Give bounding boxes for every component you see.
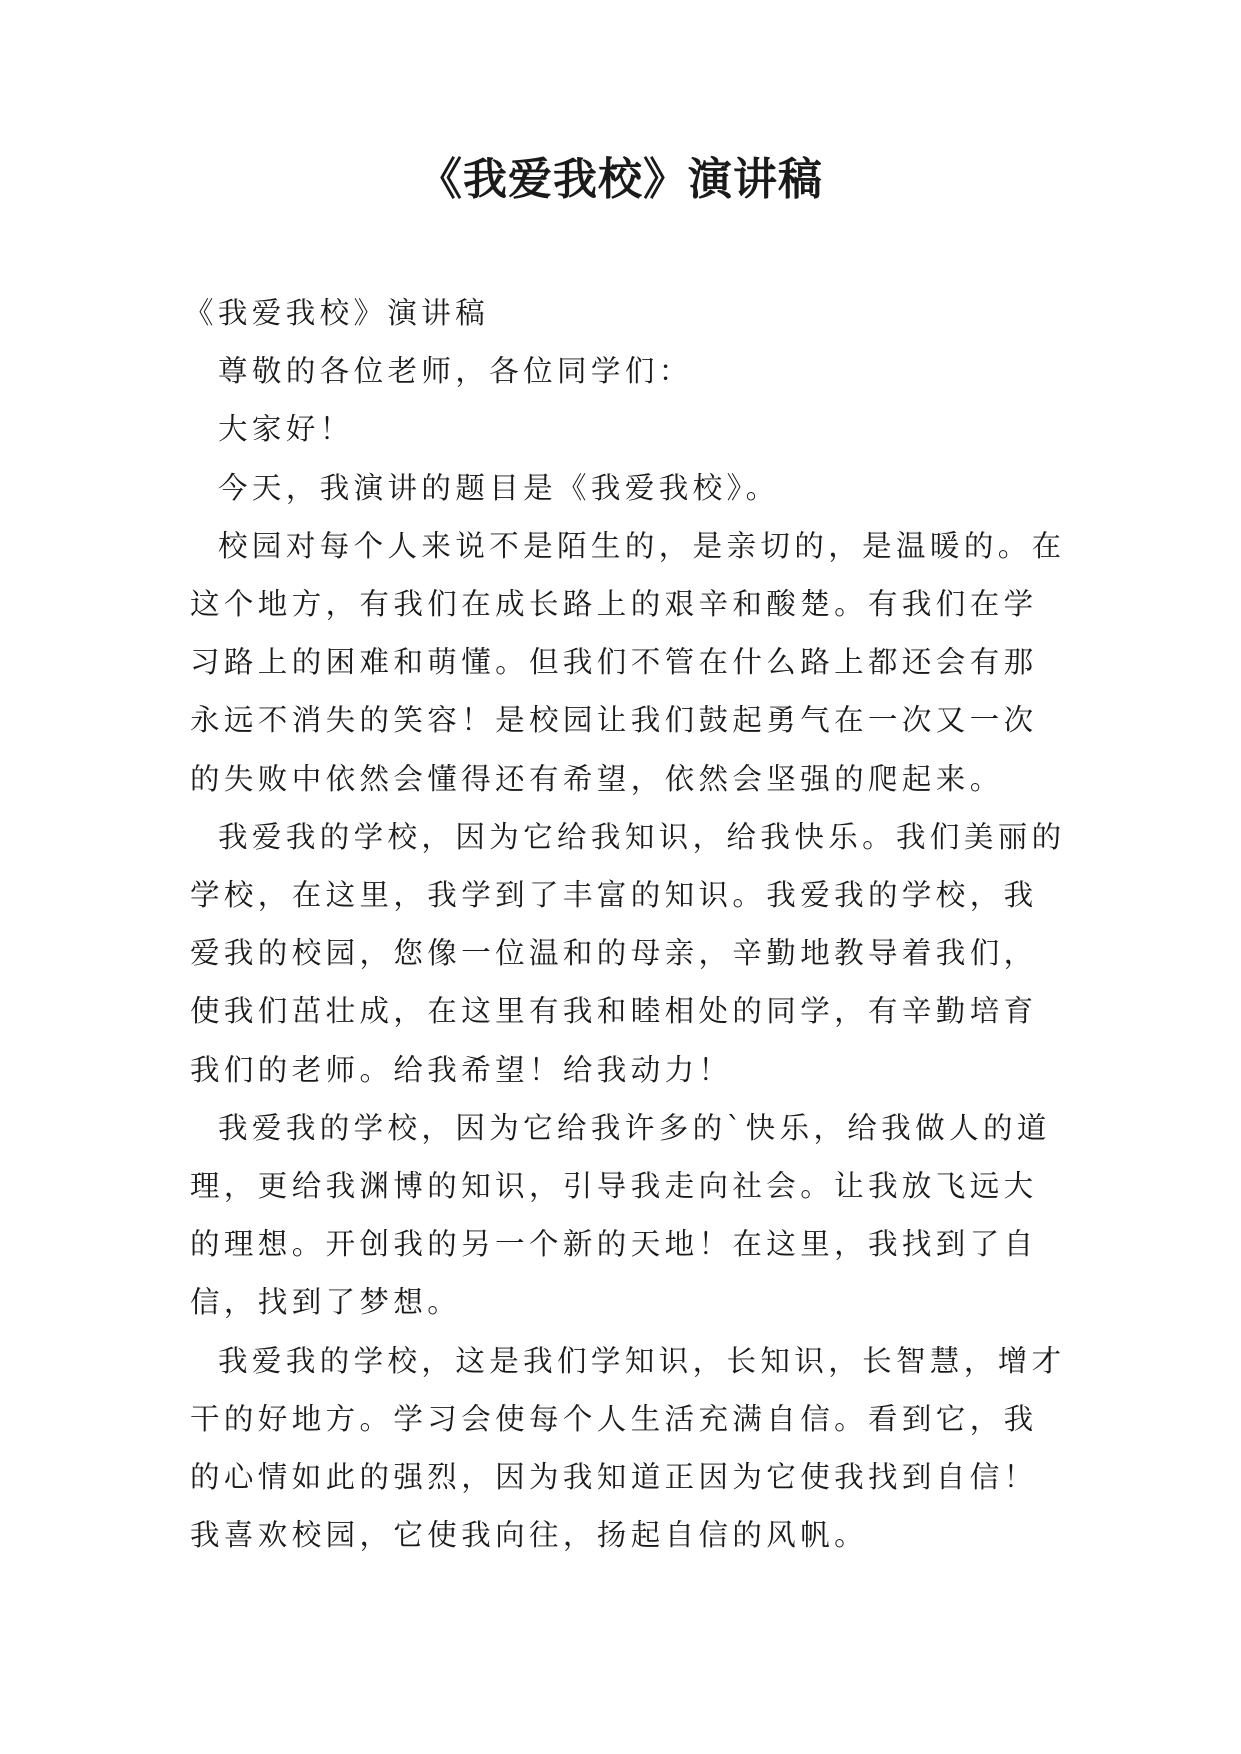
paragraph-heading: 《我爱我校》演讲稿 — [184, 296, 490, 330]
document-body — [184, 284, 1070, 1564]
paragraph-greeting: 大家好！ — [218, 412, 354, 447]
paragraph-topic: 今天，我演讲的题目是《我爱我校》。 — [218, 470, 780, 505]
paragraph-knowledge: 我爱我的学校，因为它给我知识，给我快乐。我们美丽的学校，在这里，我学到了丰富的知识。我爱我的学校，我爱我的校园，您像一位温和的母亲，辛勤地教导着我们，使我们茁壮成，在这里有我和睦相处的同学，有辛勤培育我们的老师。给我希望！给我动力！ — [190, 819, 1066, 1087]
document-title: 《我爱我校》演讲稿 — [418, 154, 823, 205]
paragraph-salutation: 尊敬的各位老师，各位同学们： — [218, 354, 693, 389]
paragraph-campus: 校园对每个人来说不是陌生的，是亲切的，是温暖的。在这个地方，有我们在成长路上的艰辛和酸楚。有我们在学习路上的困难和萌懂。但我们不管在什么路上都还会有那永远不消失的笑容！是校园让我们鼓起勇气在一次又一次的失败中依然会懂得还有希望，依然会坚强的爬起来。 — [190, 528, 1066, 796]
paragraph-joy: 我爱我的学校，因为它给我许多的`快乐，给我做人的道理，更给我渊博的知识，引导我走向社会。让我放飞远大的理想。开创我的另一个新的天地！在这里，我找到了自信，找到了梦想。 — [190, 1110, 1051, 1320]
paragraph-confidence: 我爱我的学校，这是我们学知识，长知识，长智慧，增才干的好地方。学习会使每个人生活充满自信。看到它，我的心情如此的强烈，因为我知道正因为它使我找到自信！我喜欢校园，它使我向往，扬起自信的风帆。 — [190, 1343, 1066, 1553]
